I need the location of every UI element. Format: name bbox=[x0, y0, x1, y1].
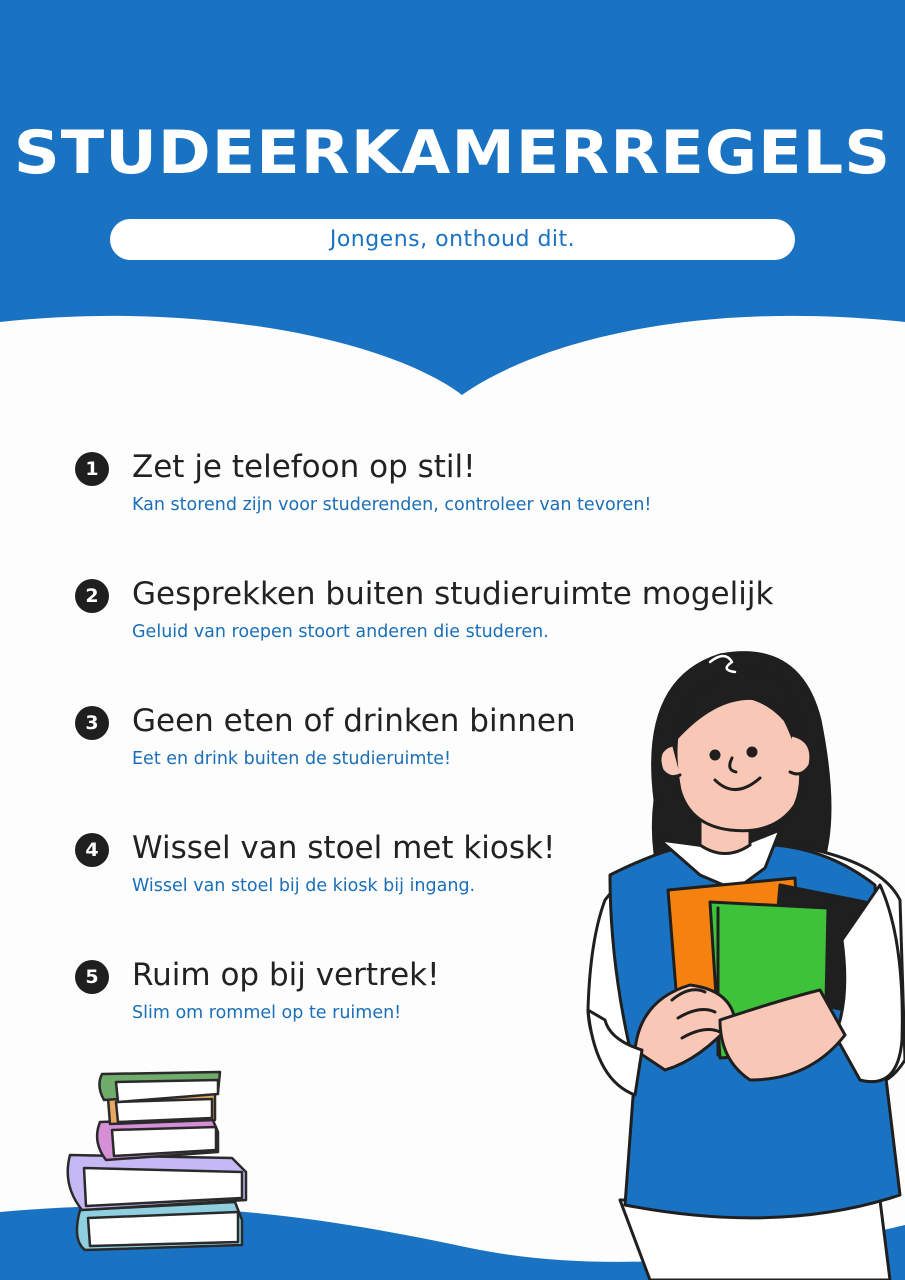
rule-heading: Wissel van stoel met kiosk! bbox=[132, 830, 556, 866]
rule-description: Geluid van roepen stoort anderen die studeren. bbox=[132, 622, 549, 642]
subtitle-text: Jongens, onthoud dit. bbox=[329, 227, 576, 252]
rule-number-badge: 4 bbox=[75, 833, 109, 867]
rule-description: Wissel van stoel bij de kiosk bij ingang. bbox=[132, 876, 476, 896]
rule-number-badge: 2 bbox=[75, 579, 109, 613]
rule-description: Slim om rommel op te ruimen! bbox=[132, 1003, 402, 1023]
poster-title: STUDEERKAMERREGELS bbox=[13, 118, 892, 188]
student-girl-illustration bbox=[580, 640, 905, 1280]
rule-number-badge: 1 bbox=[75, 452, 109, 486]
header-background bbox=[0, 0, 905, 395]
rule-heading: Gesprekken buiten studieruimte mogelijk bbox=[132, 576, 774, 612]
book-stack-icon bbox=[60, 1060, 260, 1260]
rule-number-badge: 3 bbox=[75, 706, 109, 740]
rule-heading: Ruim op bij vertrek! bbox=[132, 957, 440, 993]
rule-heading: Geen eten of drinken binnen bbox=[132, 703, 576, 739]
rule-description: Eet en drink buiten de studieruimte! bbox=[132, 749, 452, 769]
rule-heading: Zet je telefoon op stil! bbox=[132, 449, 476, 485]
rule-description: Kan storend zijn voor studerenden, controleer van tevoren! bbox=[132, 495, 652, 515]
subtitle-pill bbox=[110, 219, 795, 260]
rule-number-badge: 5 bbox=[75, 960, 109, 994]
